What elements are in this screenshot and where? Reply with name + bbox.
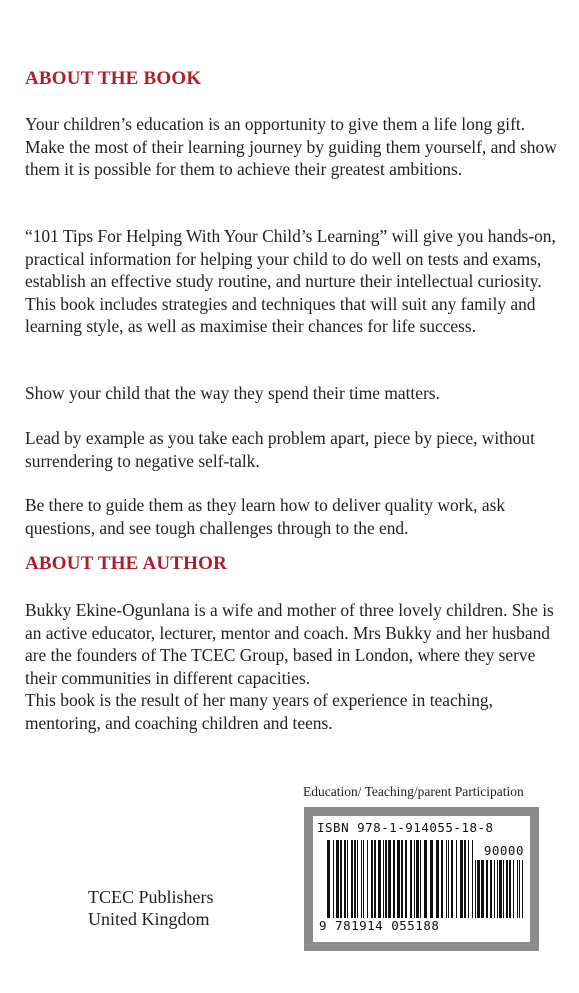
- barcode: [313, 816, 530, 942]
- price-code: 90000: [483, 843, 524, 858]
- isbn-digits: 9 781914 055188: [319, 918, 440, 933]
- barcode-frame: [304, 807, 539, 951]
- about-author-paragraph: Bukky Ekine-Ogunlana is a wife and mother of three lovely children. She is an active educator, lecturer, mentor and coach. Mrs Bukky and her husband are the founders of The TCEC Group, based in London, where they serve their communities in different capacities. This book is the result of her many years of experience in teaching, mentoring, and coaching children and teens.: [25, 600, 554, 733]
- about-book-paragraph-2: “101 Tips For Helping With Your Child’s Learning” will give you hands-on, practical information for helping your child to do well on tests and exams, establish an effective study routine, and nurture their intellectual curiosity. This book includes strategies and techniques that will suit any family and learning style, as well as maximise their chances for life success.: [25, 226, 556, 336]
- about-book-paragraph-5: Be there to guide them as they learn how to deliver quality work, ask questions, and see tough challenges through to the end.: [25, 495, 506, 538]
- about-book-paragraph-3: Show your child that the way they spend their time matters.: [25, 383, 440, 403]
- barcode-bars: [327, 840, 473, 918]
- category-label: Education/ Teaching/parent Participation: [303, 784, 524, 799]
- about-author-heading: ABOUT THE AUTHOR: [25, 553, 228, 574]
- publisher-location: United Kingdom: [88, 909, 210, 929]
- publisher-name: TCEC Publishers: [88, 887, 214, 907]
- isbn-label: ISBN 978-1-914055-18-8: [317, 820, 494, 835]
- about-book-paragraph-4: Lead by example as you take each problem apart, piece by piece, without surrendering to negative self-talk.: [25, 428, 535, 471]
- addon-barcode-bars: [475, 860, 523, 918]
- about-book-paragraph-1: Your children’s education is an opportunity to give them a life long gift. Make the most of their learning journey by guiding them yourself, and show them it is possible for them to achieve their greatest ambitions.: [25, 114, 557, 179]
- about-book-heading: ABOUT THE BOOK: [25, 68, 202, 89]
- publisher-block: [88, 886, 214, 930]
